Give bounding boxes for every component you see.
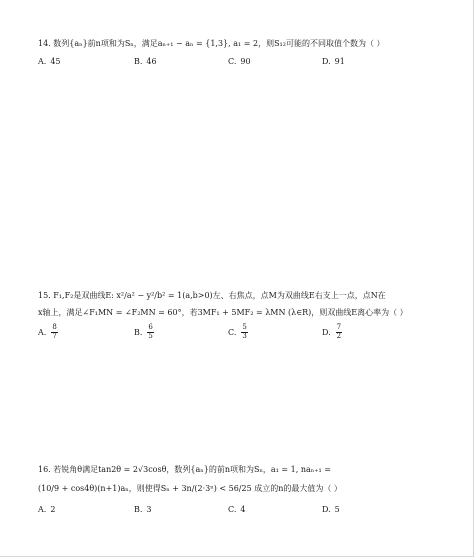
option-value: 3 [146,505,152,514]
option-label: B. [134,505,143,514]
fraction-denominator: 2 [336,331,342,340]
option-b [134,505,152,514]
fraction-numerator: 8 [52,323,57,331]
option-label: B. [134,57,143,66]
stem-line: 14. 数列{aₙ}前n项和为Sₙ，满足aₙ₊₁ − aₙ = {1,3}, a₁ = 2，则S₁₂可能的不同取值个数为（ ） [38,39,385,48]
option-value: 90 [240,57,251,66]
option-label: C. [228,57,237,66]
option-b [134,324,155,340]
problem-16 [38,466,458,525]
option-value: 46 [146,57,157,66]
option-a [38,324,59,340]
option-value: 91 [334,57,345,66]
problem-14 [38,40,458,77]
option-value: 5 [334,505,340,514]
option-fraction [147,324,153,340]
option-d [322,324,343,340]
option-label: C. [228,327,237,337]
option-b [134,57,157,66]
problem-15 [38,292,458,346]
option-label: A. [38,327,47,337]
option-label: D. [322,505,331,514]
option-fraction [336,324,342,340]
option-label: B. [134,327,143,337]
option-label: A. [38,57,47,66]
fraction-denominator: 7 [52,331,57,340]
option-label: D. [322,327,331,337]
option-c [228,57,251,66]
problem-stem [38,292,458,317]
stem-line: (10/9 + cos4θ)(n+1)aₙ，则使得Sₙ + 3n/(2·3ⁿ) < 56/25 成立的n的最大值为（ ） [38,484,342,493]
option-d [322,57,345,66]
option-a [38,505,55,514]
problem-stem [38,466,458,493]
problem-stem [38,40,458,48]
stem-line: x轴上，满足∠F₁MN = ∠F₂MN = 60°，若3MF₁ + 5MF₂ = λMN (λ∈R)，则双曲线E离心率为（ ） [38,308,408,317]
option-fraction [51,324,57,340]
option-label: C. [228,505,237,514]
option-value: 2 [50,505,56,514]
option-value: 4 [240,505,246,514]
option-value: 45 [50,57,61,66]
fraction-denominator: 5 [148,331,153,340]
fraction-numerator: 5 [242,323,247,331]
option-fraction [241,324,247,340]
option-c [228,505,245,514]
option-d [322,505,340,514]
option-c [228,324,249,340]
option-label: A. [38,505,47,514]
stem-line: 15. F₁,F₂是双曲线E: x²/a² − y²/b² = 1(a,b>0)左、右焦点，点M为双曲线E右支上一点，点N在 [38,291,386,300]
fraction-numerator: 7 [336,323,342,331]
options-row [38,57,458,77]
fraction-denominator: 3 [242,331,247,340]
stem-line: 16. 若锐角θ满足tan2θ = 2√3cosθ，数列{aₙ}的前n项和为Sₙ，a₁ = 1, naₙ₊₁ = [38,465,331,474]
option-label: D. [322,57,331,66]
options-row [38,324,458,346]
fraction-numerator: 6 [148,323,153,331]
option-a [38,57,61,66]
options-row [38,505,458,525]
